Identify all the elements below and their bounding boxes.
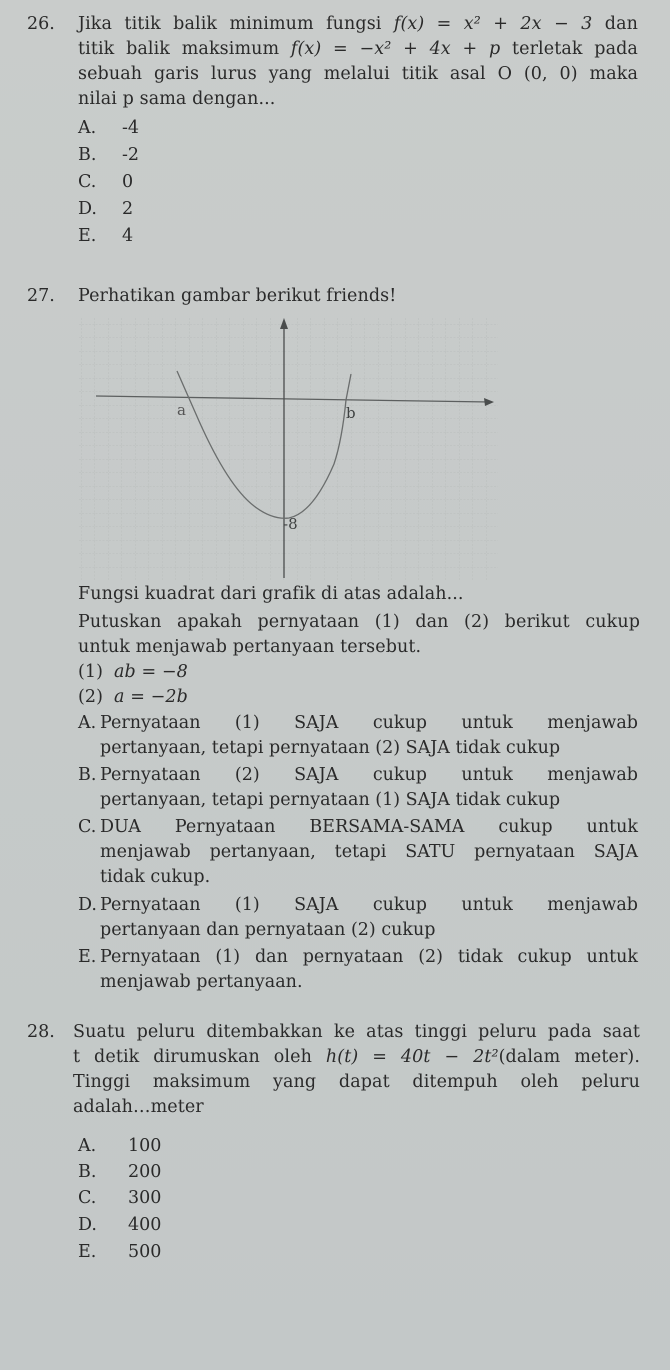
option-d[interactable]: D. Pernyataan (1) SAJA cukup untuk menjawab pertanyaan dan pernyataan (2) cukup bbox=[78, 895, 638, 940]
minimum-value-label: -8 bbox=[283, 515, 298, 533]
question-number: 26. bbox=[27, 14, 55, 34]
question-text bbox=[78, 12, 638, 112]
option-d[interactable]: D. 2 bbox=[78, 199, 134, 219]
root-a-label: a bbox=[177, 401, 186, 419]
option-c[interactable]: C. 0 bbox=[78, 172, 134, 192]
option-b[interactable]: B. -2 bbox=[78, 145, 140, 165]
math-expression: h(t) = 40t − 2t² bbox=[325, 1047, 499, 1067]
question-line: nilai p sama dengan... bbox=[78, 89, 276, 109]
math-expression: f(x) = −x² + 4x + p bbox=[290, 39, 501, 59]
instruction-text: Putuskan apakah pernyataan (1) dan (2) berikut cukup untuk menjawab pertanyaan tersebut. bbox=[78, 612, 640, 657]
root-b-label: b bbox=[346, 404, 356, 422]
question-text bbox=[73, 1020, 640, 1120]
option-a[interactable]: A. Pernyataan (1) SAJA cukup untuk menjawab pertanyaan, tetapi pernyataan (2) SAJA tidak cukup bbox=[78, 713, 638, 758]
question-line: Jika titik balik minimum fungsi f(x) = x² + 2x − 3 dan bbox=[78, 14, 638, 34]
graph-grid bbox=[78, 318, 498, 580]
parabola-graph bbox=[60, 305, 520, 585]
option-e[interactable]: E. Pernyataan (1) dan pernyataan (2) tidak cukup untuk menjawab pertanyaan. bbox=[78, 947, 638, 992]
option-d[interactable]: D. 400 bbox=[78, 1215, 162, 1235]
option-b[interactable]: B. Pernyataan (2) SAJA cukup untuk menjawab pertanyaan, tetapi pernyataan (1) SAJA tidak cukup bbox=[78, 765, 638, 810]
question-line: Tinggi maksimum yang dapat ditempuh oleh peluru bbox=[73, 1072, 640, 1092]
question-line: Suatu peluru ditembakkan ke atas tinggi peluru pada saat bbox=[73, 1022, 640, 1042]
option-c[interactable]: C. 300 bbox=[78, 1188, 162, 1208]
question-line: adalah…meter bbox=[73, 1097, 204, 1117]
question-prompt: Fungsi kuadrat dari grafik di atas adalah... bbox=[78, 584, 464, 604]
question-line: titik balik maksimum f(x) = −x² + 4x + p terletak pada bbox=[78, 39, 638, 59]
math-expression: f(x) = x² + 2x − 3 bbox=[393, 14, 593, 34]
option-a[interactable]: A. 100 bbox=[78, 1136, 162, 1156]
option-b[interactable]: B. 200 bbox=[78, 1162, 162, 1182]
question-number: 27. bbox=[27, 286, 55, 306]
question-line: t detik dirumuskan oleh h(t) = 40t − 2t²(dalam meter). bbox=[73, 1047, 641, 1067]
question-line: sebuah garis lurus yang melalui titik asal O (0, 0) maka bbox=[78, 64, 638, 84]
question-number: 28. bbox=[27, 1022, 55, 1042]
option-a[interactable]: A. -4 bbox=[78, 118, 140, 138]
statement-2: (2) a = −2b bbox=[78, 687, 188, 707]
option-e[interactable]: E. 500 bbox=[78, 1242, 162, 1262]
option-c[interactable]: C. DUA Pernyataan BERSAMA-SAMA cukup untuk menjawab pertanyaan, tetapi SATU pernyataan SAJA tidak cukup. bbox=[78, 817, 638, 887]
option-e[interactable]: E. 4 bbox=[78, 226, 134, 246]
statement-1: (1) ab = −8 bbox=[78, 662, 188, 682]
question-intro: Perhatikan gambar berikut friends! bbox=[78, 286, 397, 306]
